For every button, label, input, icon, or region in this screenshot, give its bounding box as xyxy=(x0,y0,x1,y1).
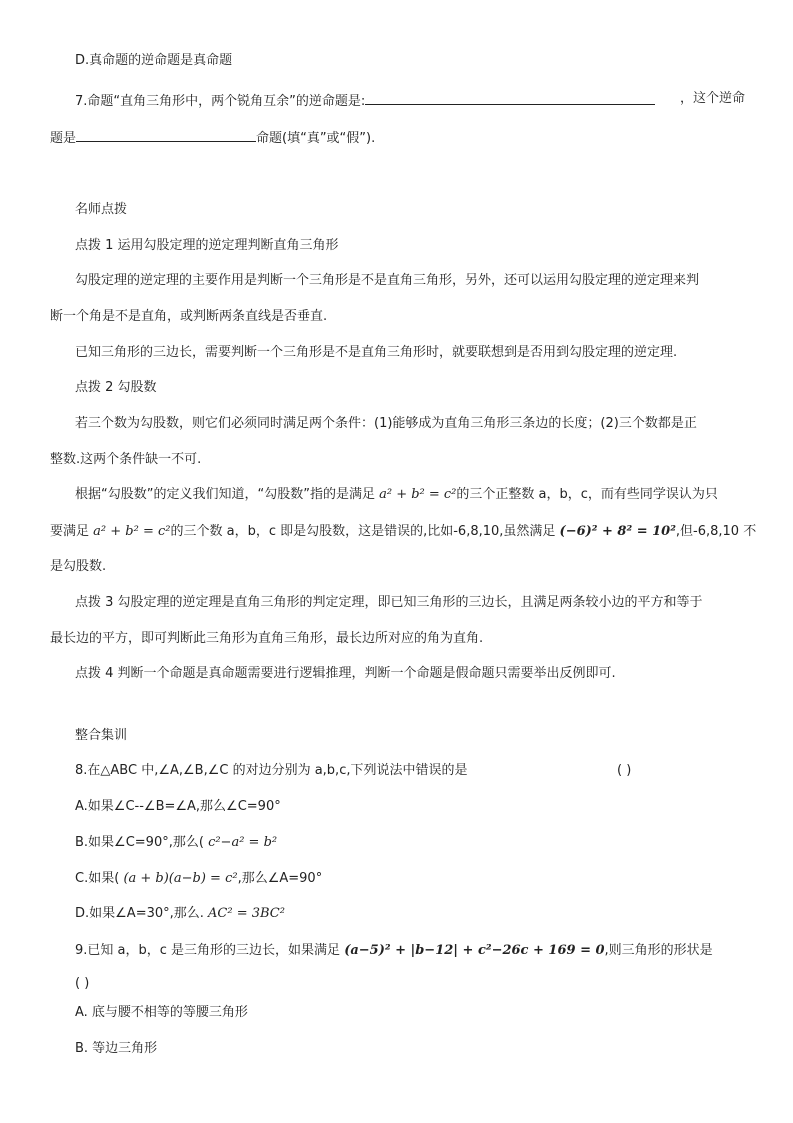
formula-counterexample: (−6)² + 8² = 10² xyxy=(559,524,676,539)
tip-2-text: ,但-6,8,10 不 xyxy=(675,524,757,539)
tip-1-paragraph-1b: 断一个角是不是直角，或判断两条直线是否垂直. xyxy=(50,309,328,324)
q8-answer-paren[interactable]: ( ) xyxy=(617,763,632,778)
q8-option-b xyxy=(75,834,277,852)
tip-2-text: 的三个正整数 a，b，c，而有些同学误认为只 xyxy=(456,487,718,502)
training-heading: 整合集训 xyxy=(75,728,128,743)
q8-option-c xyxy=(75,870,322,888)
q8b-formula: c²−a² = b² xyxy=(208,835,278,850)
tip-2-paragraph-1a: 若三个数为勾股数，则它们必须同时满足两个条件：(1)能够成为直角三角形三条边的长度；(2)三个数都是正 xyxy=(75,416,697,431)
q9-option-b: B. 等边三角形 xyxy=(75,1041,158,1056)
q9-text: ,则三角形的形状是 xyxy=(604,943,713,958)
tip-2-paragraph-2b xyxy=(50,523,756,541)
q8c-formula: (a + b)(a−b) = c² xyxy=(123,871,238,886)
q9-formula: (a−5)² + |b−12| + c²−26c + 169 = 0 xyxy=(344,943,605,958)
tip-1-paragraph-2: 已知三角形的三边长，需要判断一个三角形是不是直角三角形时，就要联想到是否用到勾股定理的逆定理. xyxy=(75,345,678,360)
question-7-line1 xyxy=(75,90,745,111)
option-6d: D.真命题的逆命题是真命题 xyxy=(75,53,233,68)
question-8: 8.在△ABC 中,∠A,∠B,∠C 的对边分别为 a,b,c,下列说法中错误的是 xyxy=(75,763,468,778)
q8c-text: C.如果( xyxy=(75,871,120,886)
tip-4: 点拨 4 判断一个命题是真命题需要进行逻辑推理，判断一个命题是假命题只需要举出反例即可. xyxy=(75,666,616,681)
q7-text-d: 命题(填“真”或“假”). xyxy=(256,131,376,146)
tip-2-title: 点拨 2 勾股数 xyxy=(75,380,157,395)
q7-text-b: ，这个逆命 xyxy=(679,91,745,106)
q7-blank-1[interactable] xyxy=(365,90,655,105)
tip-3-line-1: 点拨 3 勾股定理的逆定理是直角三角形的判定定理，即已知三角形的三边长，且满足两条较小边的平方和等于 xyxy=(75,595,703,610)
tip-2-text: 的三个数 a，b，c 即是勾股数，这是错误的,比如-6,8,10,虽然满足 xyxy=(170,524,556,539)
tip-2-text: 要满足 xyxy=(50,524,90,539)
q7-blank-2[interactable] xyxy=(76,127,256,142)
formula-pythagoras: a² + b² = c² xyxy=(379,487,457,502)
q8b-text: B.如果∠C=90°,那么( xyxy=(75,835,204,850)
q9-answer-paren[interactable]: ( ) xyxy=(75,976,90,991)
tip-2-paragraph-1b: 整数.这两个条件缺一不可. xyxy=(50,452,202,467)
tip-1-title: 点拨 1 运用勾股定理的逆定理判断直角三角形 xyxy=(75,238,339,253)
q8-option-d xyxy=(75,905,285,923)
question-7-line2 xyxy=(50,127,375,148)
formula-pythagoras: a² + b² = c² xyxy=(93,524,171,539)
q8-option-a: A.如果∠C--∠B=∠A,那么∠C=90° xyxy=(75,799,281,814)
question-9 xyxy=(75,942,713,960)
q8c-text: ,那么∠A=90° xyxy=(237,871,323,886)
tip-2-text: 根据“勾股数”的定义我们知道，“勾股数”指的是满足 xyxy=(75,487,375,502)
q7-text-a: 7.命题“直角三角形中，两个锐角互余”的逆命题是: xyxy=(75,94,366,109)
q8d-formula: AC² = 3BC² xyxy=(208,906,285,921)
q9-option-a: A. 底与腰不相等的等腰三角形 xyxy=(75,1005,248,1020)
tip-2-paragraph-2c: 是勾股数. xyxy=(50,559,107,574)
q9-text: 9.已知 a，b，c 是三角形的三边长，如果满足 xyxy=(75,943,341,958)
tips-heading: 名师点拨 xyxy=(75,202,128,217)
tip-2-paragraph-2a xyxy=(75,486,718,504)
q8d-text: D.如果∠A=30°,那么. xyxy=(75,906,204,921)
tip-1-paragraph-1a: 勾股定理的逆定理的主要作用是判断一个三角形是不是直角三角形，另外，还可以运用勾股定理的逆定理来判 xyxy=(75,273,700,288)
tip-3-line-2: 最长边的平方，即可判断此三角形为直角三角形，最长边所对应的角为直角. xyxy=(50,631,484,646)
q7-text-c: 题是 xyxy=(50,131,77,146)
